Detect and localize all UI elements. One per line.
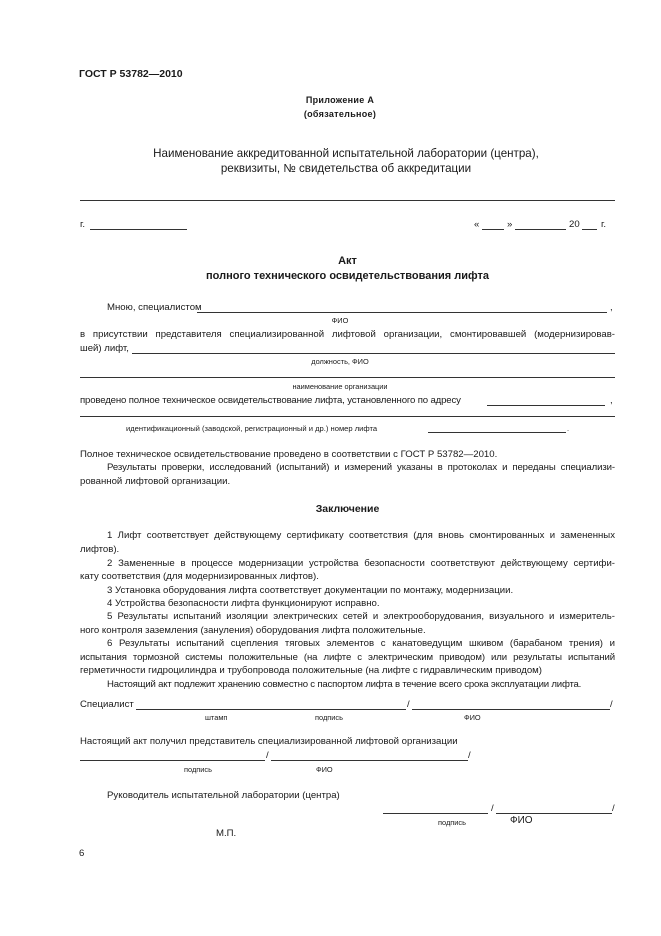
conclusion-item-2-line2: кату соответствия (для модернизированных лифтов).	[80, 571, 319, 582]
caption-org-name: наименование организации	[292, 382, 388, 391]
id-number-end: .	[567, 424, 570, 433]
act-title: Акт	[338, 255, 357, 267]
representative-field[interactable]	[132, 353, 615, 354]
date-open-quote: «	[474, 219, 480, 230]
conclusion-item-5-line1: 5 Результаты испытаний изоляции электрических сетей и электрооборудования, визуального и измеритель-	[107, 611, 615, 622]
slash-2-end: /	[468, 750, 471, 761]
address-field-continued[interactable]	[80, 416, 615, 417]
head-signature-field[interactable]	[383, 813, 488, 814]
year-field[interactable]	[582, 229, 597, 230]
results-line1: Результаты проверки, исследований (испытаний) и измерений указаны в протоколах и переданы специализи-	[107, 462, 615, 473]
specialist-signature-field[interactable]	[136, 709, 406, 710]
caption-position-fio: должность, ФИО	[311, 357, 369, 366]
caption-signature-3: подпись	[438, 818, 466, 827]
conclusion-item-5-line2: ного контроля заземления (зануления) оборудования лифта положительные.	[80, 625, 426, 636]
representative-fio-field[interactable]	[271, 760, 468, 761]
month-field[interactable]	[515, 229, 566, 230]
conclusion-item-6-line2: испытания тормозной системы положительные (на лифте с электрическим приводом) или результаты испытаний	[80, 652, 615, 663]
head-fio-field[interactable]	[496, 813, 612, 814]
caption-stamp: штамп	[205, 713, 228, 722]
presence-line1: в присутствии представителя специализированной лифтовой организации, смонтировавшей (модернизировав-	[80, 329, 615, 340]
conclusion-item-3: 3 Установка оборудования лифта соответствует документации по монтажу, модернизации.	[107, 585, 514, 596]
caption-fio-specialist: ФИО	[464, 713, 481, 722]
slash-end: /	[610, 699, 613, 710]
conclusion-item-6-line1: 6 Результаты испытаний сцепления тяговых элементов с канатоведущим шкивом (барабаном трения) и	[107, 638, 615, 649]
act-subtitle: полного технического освидетельствования лифта	[206, 270, 489, 282]
comma-2: ,	[610, 395, 613, 406]
city-prefix: г.	[80, 219, 85, 230]
lab-name-line2: реквизиты, № свидетельства об аккредитации	[220, 162, 472, 175]
address-line: проведено полное техническое освидетельствование лифта, установленного по адресу	[80, 395, 461, 406]
slash-3: /	[491, 803, 494, 814]
slash-3-end: /	[612, 803, 615, 814]
day-field[interactable]	[482, 229, 504, 230]
lab-name-line1: Наименование аккредитованной испытательной лаборатории (центра),	[153, 147, 539, 160]
conclusion-item-1-line1: 1 Лифт соответствует действующему сертификату соответствия (для вновь смонтированных и замененных	[107, 530, 615, 541]
conclusion-item-1-line2: лифтов).	[80, 544, 120, 555]
presence-line2: шей) лифт,	[80, 343, 129, 354]
year-prefix: 20	[569, 219, 580, 230]
results-line2: рованной лифтовой организации.	[80, 476, 231, 487]
year-suffix: г.	[601, 219, 606, 230]
compliance-statement: Полное техническое освидетельствование проведено в соответствии с ГОСТ Р 53782—2010.	[80, 449, 498, 460]
head-label: Руководитель испытательной лаборатории (центра)	[107, 790, 340, 801]
appendix-status: (обязательное)	[303, 109, 377, 119]
city-field[interactable]	[90, 229, 187, 230]
caption-signature-2: подпись	[184, 765, 212, 774]
page-number: 6	[79, 848, 85, 859]
specialist-label: Специалист	[80, 699, 134, 710]
date-close-quote: »	[507, 219, 513, 230]
conclusion-item-6-line3: герметичности гидроцилиндра и трубопровода положительные (на лифте с гидравлическим приводом)	[80, 665, 542, 676]
conclusion-title: Заключение	[315, 503, 380, 515]
received-label: Настоящий акт получил представитель специализированной лифтовой организации	[80, 736, 458, 747]
id-number-label: идентификационный (заводской, регистрационный и др.) номер лифта	[126, 424, 378, 433]
appendix-title: Приложение А	[305, 95, 375, 105]
seal-label: М.П.	[216, 828, 237, 839]
caption-fio-3: ФИО	[510, 815, 533, 826]
lab-requisites-field[interactable]	[80, 200, 615, 201]
conclusion-item-4: 4 Устройства безопасности лифта функционируют исправно.	[107, 598, 380, 609]
slash-2: /	[266, 750, 269, 761]
address-field[interactable]	[487, 405, 605, 406]
representative-signature-field[interactable]	[80, 760, 265, 761]
id-number-field[interactable]	[428, 432, 566, 433]
caption-signature: подпись	[315, 713, 343, 722]
conclusion-item-2-line1: 2 Замененные в процессе модернизации устройства безопасности соответствуют действующему сертифи-	[107, 558, 615, 569]
slash: /	[407, 699, 410, 710]
storage-statement: Настоящий акт подлежит хранению совместно с паспортом лифта в течение всего срока эксплуатации лифта.	[107, 679, 582, 690]
specialist-name-field[interactable]	[197, 312, 607, 313]
caption-fio: ФИО	[331, 316, 349, 325]
organization-field[interactable]	[80, 377, 615, 378]
caption-fio-2: ФИО	[316, 765, 333, 774]
by-specialist-label: Мною, специалистом	[107, 302, 202, 313]
standard-header: ГОСТ Р 53782—2010	[79, 68, 183, 80]
specialist-fio-field[interactable]	[412, 709, 610, 710]
comma: ,	[610, 302, 613, 313]
